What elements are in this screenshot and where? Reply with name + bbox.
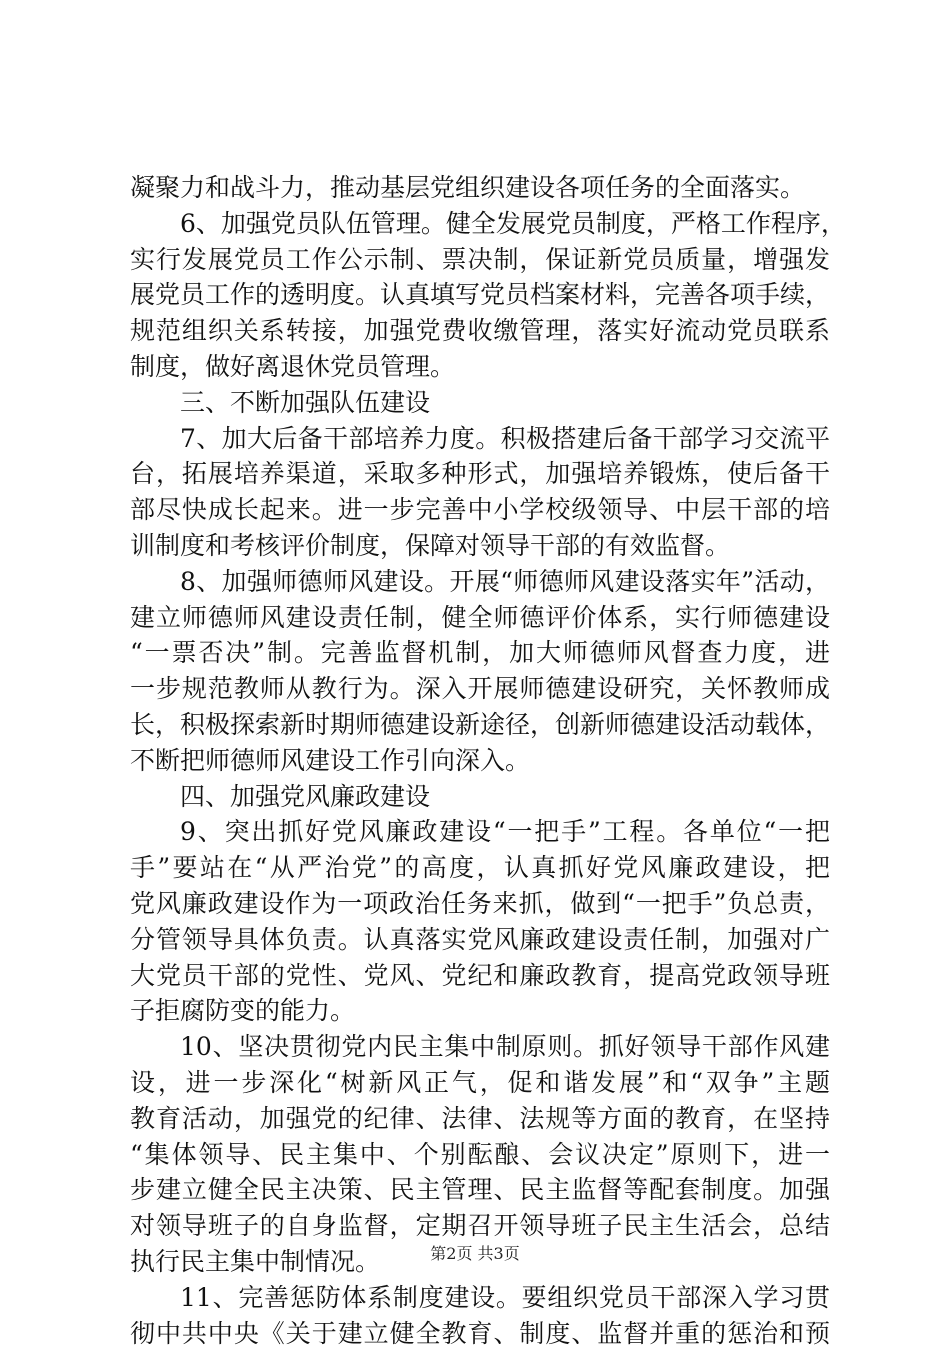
text-line: 凝聚力和战斗力，推动基层党组织建设各项任务的全面落实。 xyxy=(130,170,830,206)
text-line: 党风廉政建设作为一项政治任务来抓，做到“一把手”负总责， xyxy=(130,886,830,922)
text-line: 规范组织关系转接，加强党费收缴管理，落实好流动党员联系 xyxy=(130,313,830,349)
text-line: 三、不断加强队伍建设 xyxy=(130,385,830,421)
text-line: 展党员工作的透明度。认真填写党员档案材料，完善各项手续， xyxy=(130,277,830,313)
text-line: 训制度和考核评价制度，保障对领导干部的有效监督。 xyxy=(130,528,830,564)
text-line: 7、加大后备干部培养力度。积极搭建后备干部学习交流平 xyxy=(130,421,830,457)
text-line: “集体领导、民主集中、个别酝酿、会议决定”原则下，进一 xyxy=(130,1137,830,1173)
text-line: 部尽快成长起来。进一步完善中小学校级领导、中层干部的培 xyxy=(130,492,830,528)
text-line: 教育活动，加强党的纪律、法律、法规等方面的教育，在坚持 xyxy=(130,1101,830,1137)
text-line: 设，进一步深化“树新风正气，促和谐发展”和“双争”主题 xyxy=(130,1065,830,1101)
text-line: 彻中共中央《关于建立健全教育、制度、监督并重的惩治和预 xyxy=(130,1316,830,1351)
text-line: 建立师德师风建设责任制，健全师德评价体系，实行师德建设 xyxy=(130,600,830,636)
text-line: 执行民主集中制情况。 xyxy=(130,1244,830,1280)
text-line: 手”要站在“从严治党”的高度，认真抓好党风廉政建设，把 xyxy=(130,850,830,886)
text-line: 台，拓展培养渠道，采取多种形式，加强培养锻炼，使后备干 xyxy=(130,456,830,492)
text-line: 制度，做好离退休党员管理。 xyxy=(130,349,830,385)
text-line: 8、加强师德师风建设。开展“师德师风建设落实年”活动， xyxy=(130,564,830,600)
text-line: 步建立健全民主决策、民主管理、民主监督等配套制度。加强 xyxy=(130,1172,830,1208)
text-line: 11、完善惩防体系制度建设。要组织党员干部深入学习贯 xyxy=(130,1280,830,1316)
text-line: 9、突出抓好党风廉政建设“一把手”工程。各单位“一把 xyxy=(130,814,830,850)
text-line: “一票否决”制。完善监督机制，加大师德师风督查力度，进 xyxy=(130,635,830,671)
page-footer: 第2页 共3页 xyxy=(0,1243,950,1265)
text-line: 四、加强党风廉政建设 xyxy=(130,779,830,815)
text-line: 子拒腐防变的能力。 xyxy=(130,993,830,1029)
text-line: 分管领导具体负责。认真落实党风廉政建设责任制，加强对广 xyxy=(130,922,830,958)
text-line: 一步规范教师从教行为。深入开展师德建设研究，关怀教师成 xyxy=(130,671,830,707)
text-line: 不断把师德师风建设工作引向深入。 xyxy=(130,743,830,779)
text-line: 10、坚决贯彻党内民主集中制原则。抓好领导干部作风建 xyxy=(130,1029,830,1065)
document-body xyxy=(130,170,830,1351)
text-line: 实行发展党员工作公示制、票决制，保证新党员质量，增强发 xyxy=(130,242,830,278)
text-line: 对领导班子的自身监督，定期召开领导班子民主生活会，总结 xyxy=(130,1208,830,1244)
text-line: 长，积极探索新时期师德建设新途径，创新师德建设活动载体， xyxy=(130,707,830,743)
text-line: 大党员干部的党性、党风、党纪和廉政教育，提高党政领导班 xyxy=(130,958,830,994)
text-line: 6、加强党员队伍管理。健全发展党员制度，严格工作程序， xyxy=(130,206,830,242)
